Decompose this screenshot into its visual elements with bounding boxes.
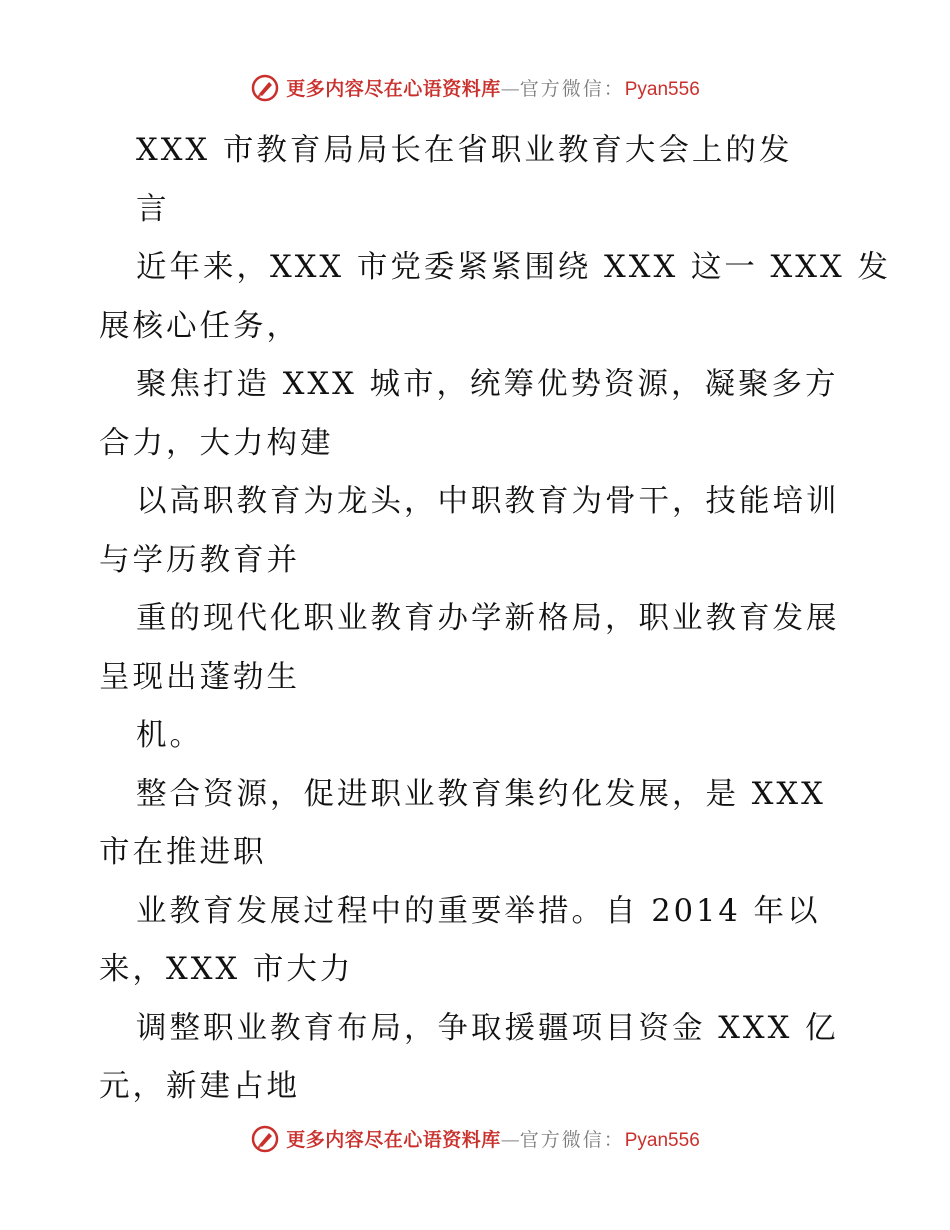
banner-wechat-id: Pyan556 <box>624 79 700 100</box>
paragraph-line: 聚焦打造 XXX 城市，统筹优势资源，凝聚多方 <box>136 367 839 402</box>
banner-official-label: 官方微信： <box>519 78 625 100</box>
banner-promo-text: 更多内容尽在心语资料库 <box>286 78 501 100</box>
banner-official-label: 官方微信： <box>519 1129 625 1151</box>
paragraph-line: 重的现代化职业教育办学新格局，职业教育发展 <box>136 601 840 636</box>
pen-nib-logo-icon <box>250 73 280 103</box>
paragraph-line: 业教育发展过程中的重要举措。自 2014 年以 <box>136 893 821 929</box>
banner-separator: — <box>500 78 520 100</box>
title-line-1: XXX 市教育局局长在省职业教育大会上的发 <box>136 133 793 168</box>
paragraph-line: 机。 <box>136 718 203 753</box>
banner-separator: — <box>500 1129 520 1151</box>
document-body <box>99 122 891 1117</box>
paragraph-line: 元，新建占地 <box>99 1069 300 1104</box>
paragraph-line: 市在推进职 <box>99 835 267 870</box>
pen-nib-logo-icon <box>250 1124 280 1154</box>
paragraph-line: 以高职教育为龙头，中职教育为骨干，技能培训 <box>136 484 840 519</box>
paragraph-line: 合力，大力构建 <box>99 425 334 461</box>
banner-wechat-id: Pyan556 <box>624 1130 700 1151</box>
paragraph-line: 展核心任务， <box>99 308 300 344</box>
paragraph-line: 呈现出蓬勃生 <box>99 659 300 695</box>
header-banner <box>0 76 950 103</box>
paragraph-line: 来，XXX 市大力 <box>99 952 354 987</box>
paragraph-line: 近年来，XXX 市党委紧紧围绕 XXX 这一 XXX 发 <box>136 250 891 285</box>
banner-promo-text: 更多内容尽在心语资料库 <box>286 1129 501 1151</box>
title-line-2: 言 <box>136 191 170 227</box>
footer-banner <box>0 1127 950 1154</box>
paragraph-line: 与学历教育并 <box>99 542 300 578</box>
paragraph-line: 整合资源，促进职业教育集约化发展，是 XXX <box>136 776 826 812</box>
paragraph-line: 调整职业教育布局，争取援疆项目资金 XXX 亿 <box>136 1010 839 1046</box>
